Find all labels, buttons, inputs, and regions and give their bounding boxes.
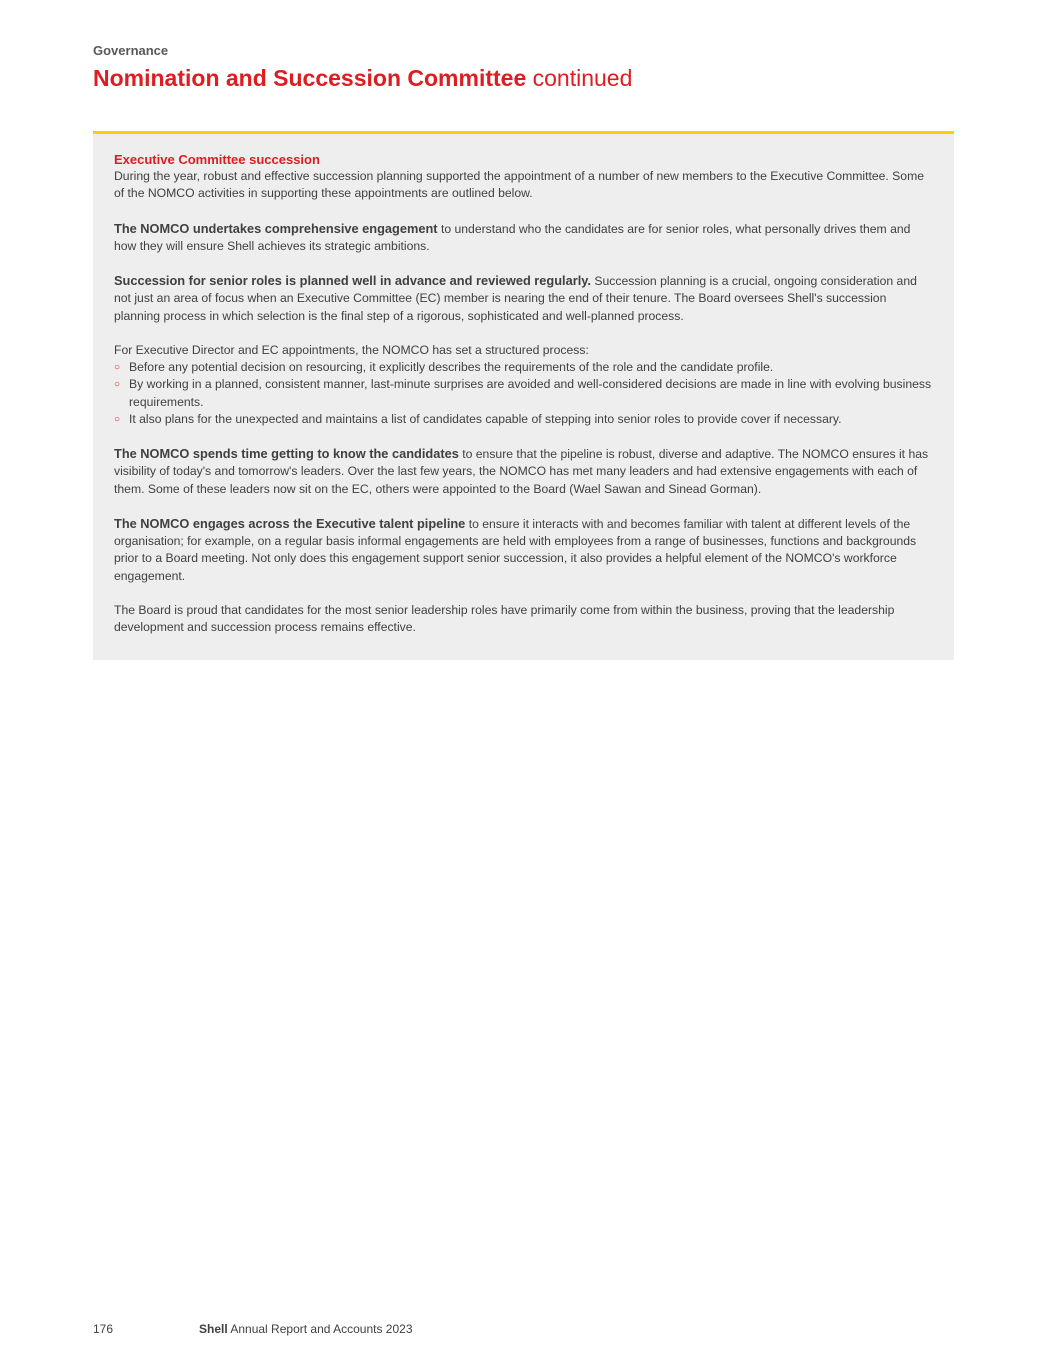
footer-title: Annual Report and Accounts 2023 bbox=[230, 1322, 413, 1336]
pipeline-lead: The NOMCO engages across the Executive talent pipeline bbox=[114, 515, 466, 531]
engagement-paragraph bbox=[114, 220, 933, 255]
closing-paragraph: The Board is proud that candidates for the most senior leadership roles have primarily come from within the business, proving that the leadership development and succession process remains effective. bbox=[114, 602, 895, 635]
list-item-text: By working in a planned, consistent manner, last-minute surprises are avoided and well-considered decisions are made in line with evolving business requirements. bbox=[129, 377, 932, 409]
footer-publication bbox=[199, 1322, 413, 1336]
page-title-main: Nomination and Succession Committee bbox=[93, 65, 527, 91]
intro-paragraph: During the year, robust and effective succession planning supported the appointment of a number of new members to the Executive Committee. Some of the NOMCO activities in supporting these appointments are outlined below. bbox=[114, 169, 925, 201]
planning-lead: Succession for senior roles is planned well in advance and reviewed regularly. bbox=[114, 273, 591, 289]
pipeline-body: to ensure it interacts with and becomes familiar with talent at different levels of the organisation; for example, on a regular basis informal engagements are held with employees from a range of businesses, functions and backgrounds prior to a Board meeting. Not only does this engagement support senior succession, it also provides a helpful element of the NOMCO's workforce engagement. bbox=[114, 516, 917, 583]
candidates-body: to ensure that the pipeline is robust, diverse and adaptive. The NOMCO ensures it has visibility of today's and tomorrow's leaders. Over the last few years, the NOMCO has met many leaders and had extensive engagements with each of them. Some of these leaders now sit on the EC, others were appointed to the Board (Wael Sawan and Sinead Gorman). bbox=[114, 447, 929, 496]
section-label: Governance bbox=[93, 43, 169, 58]
candidates-paragraph bbox=[114, 445, 933, 498]
process-list bbox=[114, 359, 933, 428]
process-block bbox=[114, 342, 933, 428]
list-item bbox=[114, 359, 933, 376]
process-intro: For Executive Director and EC appointments, the NOMCO has set a structured process: bbox=[114, 342, 589, 357]
pipeline-paragraph bbox=[114, 515, 933, 585]
panel-heading: Executive Committee succession bbox=[114, 152, 320, 167]
bullet-circle-icon: ○ bbox=[114, 413, 121, 425]
list-item-text: Before any potential decision on resourcing, it explicitly describes the requirements of the role and the candidate profile. bbox=[129, 360, 774, 375]
bullet-circle-icon: ○ bbox=[114, 362, 121, 374]
engagement-body: to understand who the candidates are for senior roles, what personally drives them and how they will ensure Shell achieves its strategic ambitions. bbox=[114, 221, 911, 253]
bullet-circle-icon: ○ bbox=[114, 379, 121, 391]
succession-panel bbox=[93, 131, 954, 660]
list-item bbox=[114, 411, 933, 428]
page-title bbox=[93, 64, 632, 92]
page-title-suffix: continued bbox=[532, 65, 633, 91]
list-item bbox=[114, 376, 933, 410]
list-item-text: It also plans for the unexpected and maintains a list of candidates capable of stepping into senior roles to provide cover if necessary. bbox=[129, 411, 842, 426]
planning-body: Succession planning is a crucial, ongoing consideration and not just an area of focus when an Executive Committee (EC) member is nearing the end of their tenure. The Board oversees Shell's succession planning process in which selection is the final step of a rigorous, sophisticated and well-planned process. bbox=[114, 274, 917, 323]
planning-paragraph bbox=[114, 272, 933, 325]
page-number: 176 bbox=[93, 1322, 114, 1336]
candidates-lead: The NOMCO spends time getting to know the candidates bbox=[114, 446, 459, 462]
footer-brand: Shell bbox=[199, 1322, 228, 1336]
engagement-lead: The NOMCO undertakes comprehensive engagement bbox=[114, 220, 438, 236]
